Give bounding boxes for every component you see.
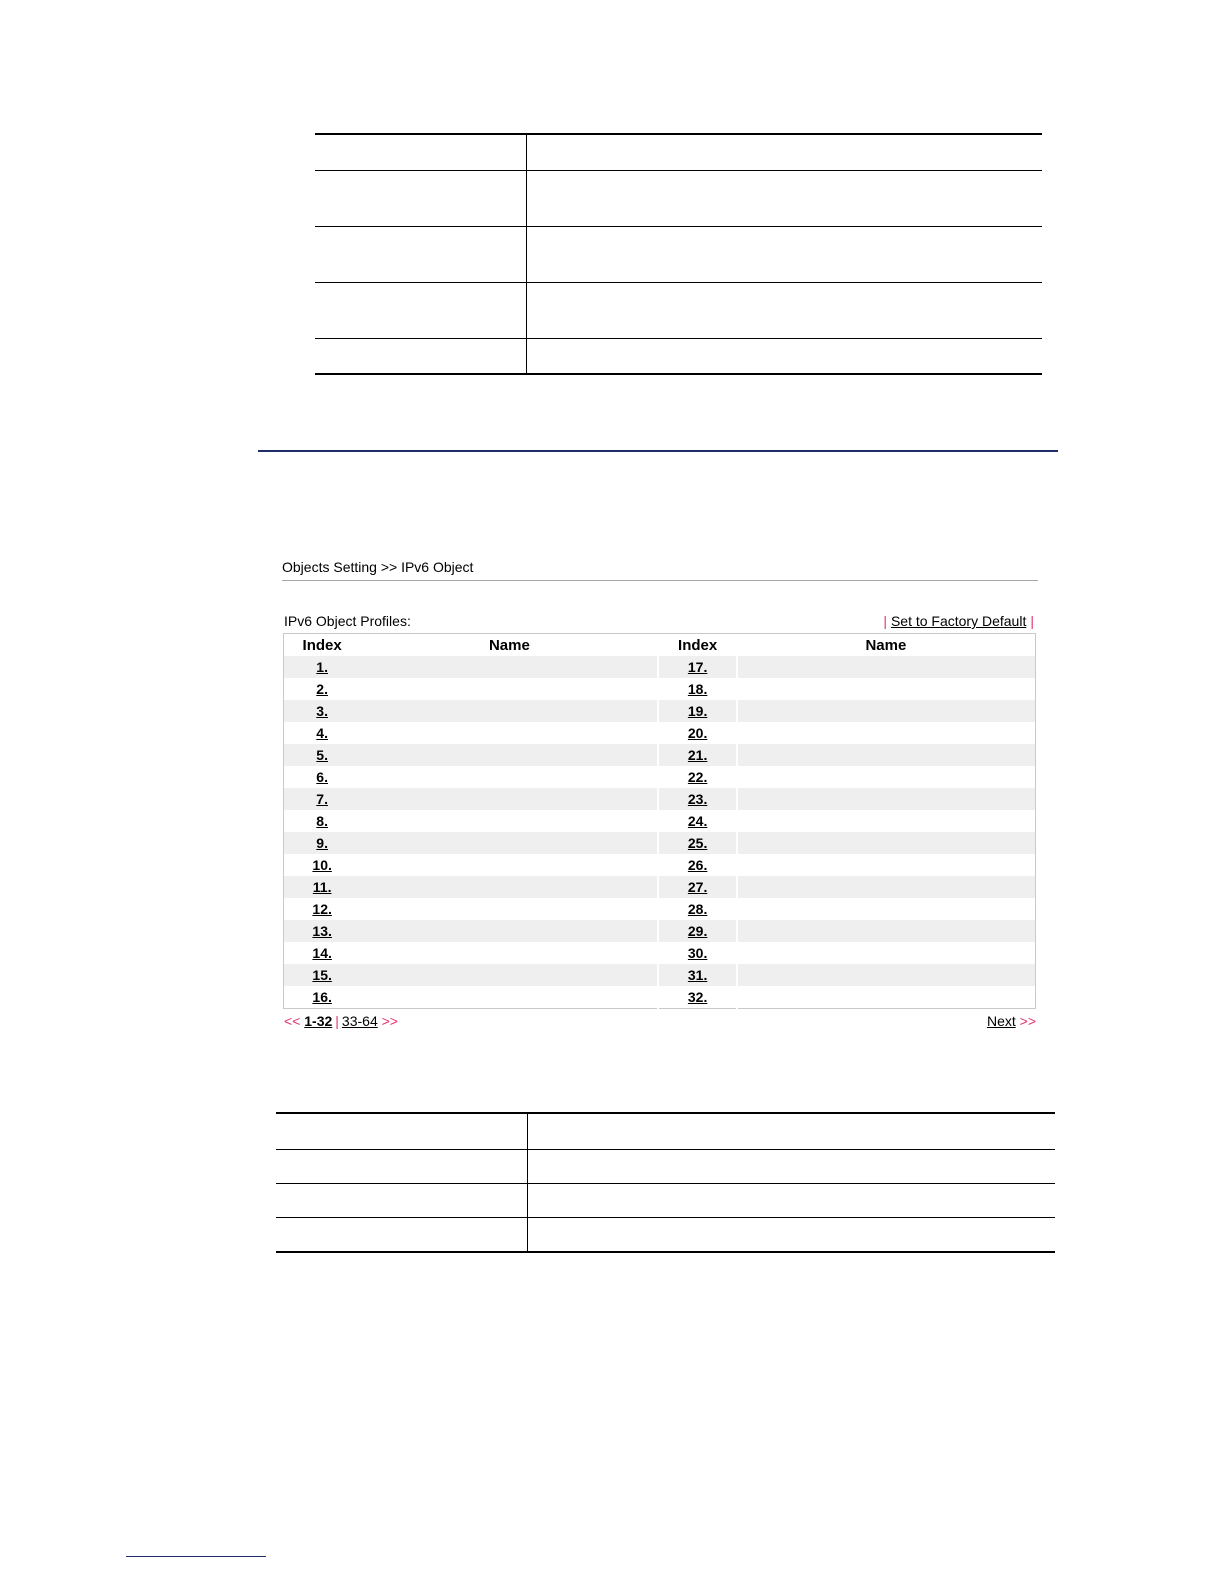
footnote-rule xyxy=(126,1556,266,1557)
name-cell xyxy=(360,898,658,920)
name-cell xyxy=(737,876,1036,898)
profile-index-link[interactable]: 23. xyxy=(687,791,708,807)
table-row xyxy=(284,788,1036,810)
column-header-name: Name xyxy=(737,634,1036,657)
column-header-name: Name xyxy=(360,634,658,657)
profile-index-link[interactable]: 6. xyxy=(316,769,328,785)
profile-index-link[interactable]: 29. xyxy=(687,923,708,939)
name-cell xyxy=(360,876,658,898)
profiles-header xyxy=(282,613,1038,633)
name-cell xyxy=(737,700,1036,722)
profile-index-link[interactable]: 5. xyxy=(316,747,328,763)
index-cell xyxy=(284,876,361,898)
profile-index-link[interactable]: 27. xyxy=(687,879,708,895)
name-cell xyxy=(737,942,1036,964)
pagination xyxy=(282,1011,1038,1033)
index-cell xyxy=(284,898,361,920)
doc-table-bottom xyxy=(276,1112,1055,1253)
table-row xyxy=(284,854,1036,876)
index-cell xyxy=(284,788,361,810)
profile-index-link[interactable]: 8. xyxy=(316,813,328,829)
profile-index-link[interactable]: 20. xyxy=(687,725,708,741)
index-cell xyxy=(658,766,736,788)
breadcrumb: Objects Setting >> IPv6 Object xyxy=(282,556,1038,581)
name-cell xyxy=(360,810,658,832)
table-header-row xyxy=(284,634,1036,657)
index-cell xyxy=(658,810,736,832)
name-cell xyxy=(737,964,1036,986)
profile-index-link[interactable]: 32. xyxy=(687,989,708,1005)
profile-index-link[interactable]: 9. xyxy=(316,835,328,851)
name-cell xyxy=(737,810,1036,832)
index-cell xyxy=(658,920,736,942)
profile-index-link[interactable]: 7. xyxy=(316,791,328,807)
profile-index-link[interactable]: 12. xyxy=(312,901,332,917)
name-cell xyxy=(360,678,658,700)
index-cell xyxy=(284,678,361,700)
name-cell xyxy=(360,656,658,678)
table-row xyxy=(284,744,1036,766)
index-cell xyxy=(284,920,361,942)
profiles-table-body xyxy=(284,656,1036,1009)
set-factory-default-link[interactable]: Set to Factory Default xyxy=(890,613,1027,629)
profile-index-link[interactable]: 3. xyxy=(316,703,328,719)
name-cell xyxy=(737,854,1036,876)
name-cell xyxy=(737,766,1036,788)
table-row xyxy=(284,722,1036,744)
index-cell xyxy=(284,700,361,722)
profile-index-link[interactable]: 28. xyxy=(687,901,708,917)
name-cell xyxy=(360,722,658,744)
index-cell xyxy=(658,656,736,678)
table-row xyxy=(284,810,1036,832)
index-cell xyxy=(658,788,736,810)
profile-index-link[interactable]: 11. xyxy=(312,879,332,895)
name-cell xyxy=(737,722,1036,744)
index-cell xyxy=(658,964,736,986)
table-row xyxy=(284,876,1036,898)
name-cell xyxy=(360,788,658,810)
table-row xyxy=(284,678,1036,700)
profile-index-link[interactable]: 24. xyxy=(687,813,708,829)
name-cell xyxy=(360,964,658,986)
name-cell xyxy=(737,744,1036,766)
profile-index-link[interactable]: 10. xyxy=(312,857,332,873)
name-cell xyxy=(737,832,1036,854)
pagination-next xyxy=(987,1013,1036,1029)
index-cell xyxy=(658,942,736,964)
index-cell xyxy=(658,678,736,700)
next-page-link[interactable]: Next xyxy=(986,1013,1016,1029)
doc-table-top xyxy=(315,133,1042,375)
name-cell xyxy=(737,920,1036,942)
table-row xyxy=(284,986,1036,1009)
profile-index-link[interactable]: 30. xyxy=(687,945,708,961)
column-header-index: Index xyxy=(284,634,361,657)
index-cell xyxy=(284,832,361,854)
name-cell xyxy=(360,700,658,722)
profiles-table xyxy=(283,633,1036,1009)
next-arrow-icon: >> xyxy=(381,1013,398,1029)
profile-index-link[interactable]: 18. xyxy=(687,681,708,697)
pipe-separator: | xyxy=(335,1013,339,1029)
name-cell xyxy=(360,766,658,788)
table-row xyxy=(284,766,1036,788)
index-cell xyxy=(284,854,361,876)
page-link-33-64[interactable]: 33-64 xyxy=(341,1013,378,1029)
profiles-title: IPv6 Object Profiles: xyxy=(284,613,411,629)
index-cell xyxy=(284,964,361,986)
profile-index-link[interactable]: 26. xyxy=(687,857,708,873)
index-cell xyxy=(658,700,736,722)
index-cell xyxy=(658,722,736,744)
profile-index-link[interactable]: 13. xyxy=(312,923,332,939)
name-cell xyxy=(737,678,1036,700)
index-cell xyxy=(658,898,736,920)
table-row xyxy=(284,964,1036,986)
index-cell xyxy=(284,656,361,678)
profile-index-link[interactable]: 16. xyxy=(312,989,332,1005)
profile-index-link[interactable]: 21. xyxy=(687,747,708,763)
index-cell xyxy=(658,832,736,854)
prev-arrow-icon: << xyxy=(284,1013,301,1029)
name-cell xyxy=(737,788,1036,810)
name-cell xyxy=(737,986,1036,1009)
index-cell xyxy=(284,810,361,832)
index-cell xyxy=(658,854,736,876)
pipe-separator: | xyxy=(1030,613,1034,629)
profile-index-link[interactable]: 31. xyxy=(687,967,708,983)
name-cell xyxy=(360,986,658,1009)
profile-index-link[interactable]: 22. xyxy=(687,769,708,785)
index-cell xyxy=(284,986,361,1009)
pipe-separator: | xyxy=(883,613,887,629)
profile-index-link[interactable]: 15. xyxy=(312,967,332,983)
table-row xyxy=(284,942,1036,964)
profile-index-link[interactable]: 25. xyxy=(687,835,708,851)
pagination-pages xyxy=(284,1013,398,1029)
ipv6-object-panel xyxy=(282,556,1038,1033)
index-cell xyxy=(284,744,361,766)
table-row xyxy=(284,832,1036,854)
profile-index-link[interactable]: 1. xyxy=(316,659,328,675)
name-cell xyxy=(360,832,658,854)
name-cell xyxy=(737,656,1036,678)
name-cell xyxy=(737,898,1036,920)
section-divider xyxy=(258,450,1058,452)
table-row xyxy=(284,920,1036,942)
table-row xyxy=(284,898,1036,920)
profile-index-link[interactable]: 19. xyxy=(687,703,708,719)
index-cell xyxy=(658,986,736,1009)
next-arrow-icon: >> xyxy=(1019,1013,1036,1029)
profile-index-link[interactable]: 17. xyxy=(687,659,708,675)
column-header-index: Index xyxy=(658,634,736,657)
index-cell xyxy=(658,744,736,766)
factory-default-group xyxy=(879,613,1038,629)
page-link-1-32[interactable]: 1-32 xyxy=(304,1013,333,1029)
index-cell xyxy=(284,766,361,788)
name-cell xyxy=(360,854,658,876)
index-cell xyxy=(284,722,361,744)
profile-index-link[interactable]: 14. xyxy=(312,945,332,961)
name-cell xyxy=(360,942,658,964)
index-cell xyxy=(658,876,736,898)
profile-index-link[interactable]: 4. xyxy=(316,725,328,741)
index-cell xyxy=(284,942,361,964)
name-cell xyxy=(360,920,658,942)
profile-index-link[interactable]: 2. xyxy=(316,681,328,697)
table-row xyxy=(284,656,1036,678)
table-row xyxy=(284,700,1036,722)
name-cell xyxy=(360,744,658,766)
